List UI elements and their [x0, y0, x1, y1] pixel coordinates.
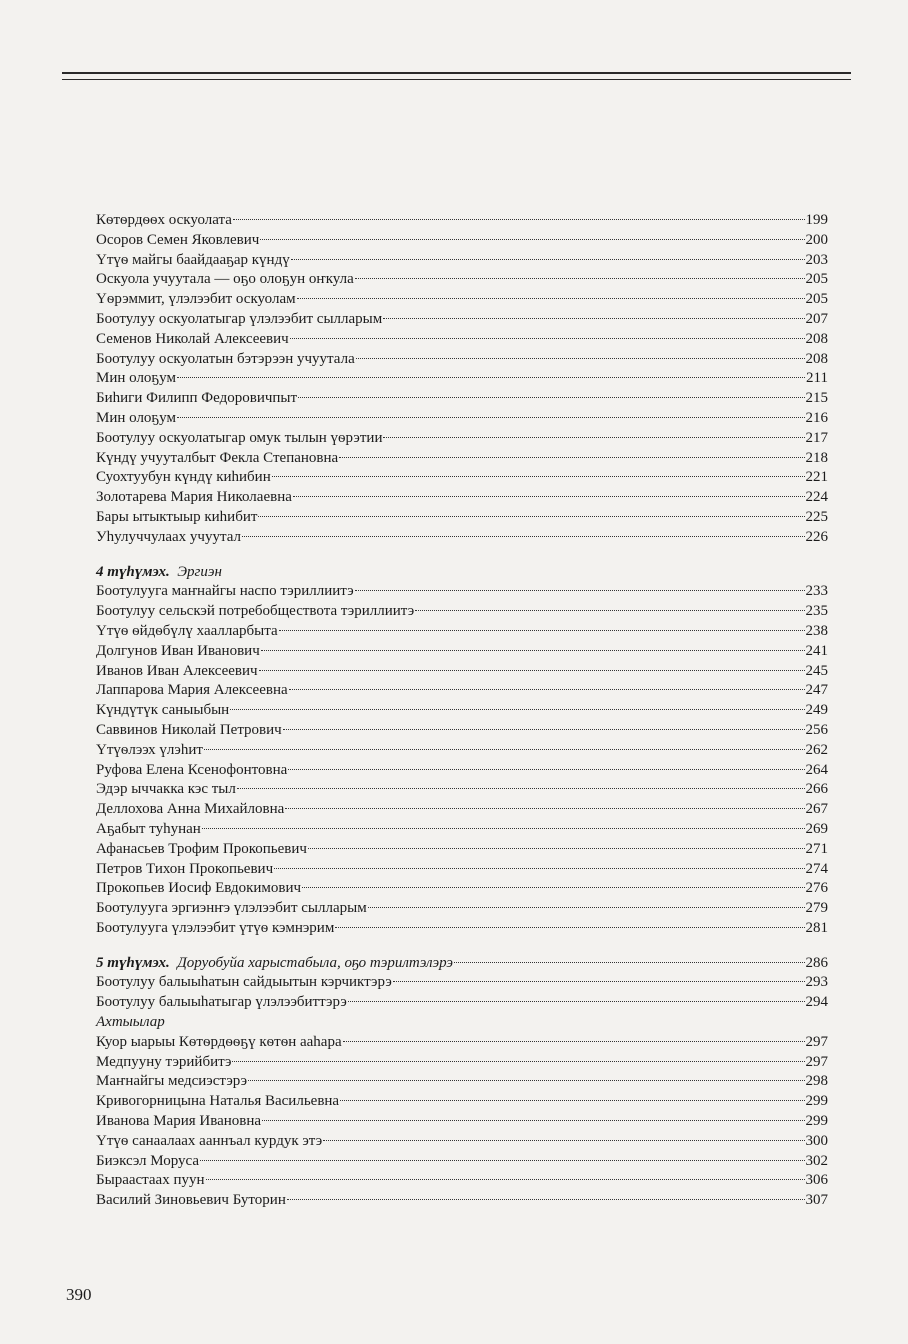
toc-entry-title: Боотулуу оскуолатыгар омук тылын үѳрэтии [96, 429, 383, 446]
toc-entry-page: 306 [805, 1172, 828, 1189]
toc-entry-page: 281 [805, 919, 828, 936]
toc-entry-page: 279 [805, 900, 828, 917]
toc-entry [96, 1152, 828, 1172]
toc-entry-title: Күндү учууталбыт Фекла Степановна [96, 449, 339, 466]
toc-entry [96, 993, 828, 1013]
section-5-page: 286 [805, 954, 828, 971]
toc-entry-page: 199 [805, 212, 828, 228]
dot-leader [206, 1178, 805, 1180]
dot-leader [340, 1099, 804, 1101]
toc-entry-page: 207 [805, 310, 828, 327]
toc-entry [96, 662, 828, 682]
dot-leader [262, 1119, 804, 1121]
dot-leader [261, 649, 805, 651]
toc-entry-title: Бары ытыктыыр киһибит [96, 508, 258, 525]
toc-entry-title: Боотулуу сельскэй потребобществота тэриллиитэ [96, 603, 415, 620]
toc-entry-page: 294 [805, 994, 828, 1011]
toc-entry-title: Саввинов Николай Петрович [96, 721, 282, 738]
section-3-list [96, 211, 828, 548]
toc-entry-page: 256 [805, 721, 828, 738]
dot-leader [335, 926, 804, 928]
toc-entry-page: 218 [805, 449, 828, 466]
dot-leader [356, 357, 805, 359]
dot-leader [298, 396, 804, 398]
toc-entry [96, 582, 828, 602]
toc-entry-title: Прокопьев Иосиф Евдокимович [96, 880, 302, 897]
dot-leader [348, 1000, 805, 1002]
section-4-title: Эргиэн [177, 563, 222, 580]
toc-entry-title: Петров Тихон Прокопьевич [96, 860, 274, 877]
toc-entry-title: Биһиги Филипп Федоровичпыт [96, 390, 298, 407]
toc-entry-page: 224 [805, 489, 828, 506]
toc-entry [96, 251, 828, 271]
dot-leader [383, 317, 804, 319]
toc-entry-title: Үтүѳлээх үлэһит [96, 741, 203, 758]
toc-entry-page: 299 [805, 1113, 828, 1130]
toc-entry-title: Иванова Мария Ивановна [96, 1113, 262, 1130]
toc-entry-title: Василий Зиновьевич Буторин [96, 1192, 286, 1209]
toc-entry [96, 330, 828, 350]
toc-entry-page: 200 [805, 231, 828, 248]
dot-leader [339, 456, 804, 458]
toc-entry [96, 1072, 828, 1092]
toc-entry-title: Лаппарова Мария Алексеевна [96, 682, 288, 699]
dot-leader [248, 1079, 804, 1081]
toc-entry [96, 701, 828, 721]
toc-entry [96, 350, 828, 370]
toc-entry [96, 449, 828, 469]
toc-entry-page: 205 [805, 271, 828, 288]
toc-entry [96, 780, 828, 800]
toc-entry-page: 217 [805, 429, 828, 446]
toc-entry [96, 681, 828, 701]
toc-entry-title: Суохтуубун күндү киһибин [96, 469, 271, 486]
dot-leader [383, 436, 804, 438]
toc-entry-page: 297 [805, 1033, 828, 1050]
toc-entry-page: 233 [805, 583, 828, 600]
toc-entry-page: 297 [805, 1053, 828, 1070]
toc-entry-page: 264 [805, 761, 828, 778]
dot-leader [355, 277, 805, 279]
dot-leader [323, 1139, 804, 1141]
dot-leader [454, 961, 804, 963]
toc-entry-title: Эдэр ыччакка кэс тыл [96, 781, 236, 798]
toc-entry [96, 290, 828, 310]
dot-leader [274, 867, 804, 869]
toc-entry-title: Үѳрэммит, үлэлээбит оскуолам [96, 291, 296, 308]
dot-leader [393, 980, 805, 982]
toc-entry-title: Кѳтѳрдѳѳх оскуолата [96, 212, 232, 228]
toc-entry [96, 899, 828, 919]
toc-entry-page: 208 [805, 350, 828, 367]
dot-leader [279, 629, 805, 631]
toc-entry-page: 203 [805, 251, 828, 268]
dot-leader [177, 416, 805, 418]
toc-entry [96, 800, 828, 820]
toc-entry-page: 245 [805, 662, 828, 679]
dot-leader [302, 886, 804, 888]
dot-leader [258, 515, 804, 517]
section-5-number: 5 түһүмэх. [96, 954, 170, 971]
toc-entry-title: Үтүѳ майгы баайдааҕар күндү [96, 251, 290, 268]
toc-entry-page: 211 [806, 370, 828, 387]
toc-entry-title: Медпууну тэрийбитэ [96, 1053, 232, 1070]
dot-leader [259, 669, 805, 671]
dot-leader [260, 238, 804, 240]
section-5-subheading: Ахтыылар [96, 1014, 165, 1031]
toc-entry-title: Боотулуу оскуолатыгар үлэлээбит сылларым [96, 310, 383, 327]
toc-entry [96, 211, 828, 231]
toc-entry [96, 369, 828, 389]
toc-entry-title: Боотулууга эргиэнҥэ үлэлээбит сылларым [96, 900, 367, 917]
dot-leader [285, 807, 804, 809]
toc-entry-page: 269 [805, 820, 828, 837]
section-5-sub-list [96, 1033, 828, 1211]
header-rule-thin [62, 79, 851, 80]
toc-entry [96, 508, 828, 528]
toc-entry-title: Биэксэл Моруса [96, 1152, 200, 1169]
toc-entry-page: 221 [805, 469, 828, 486]
toc-entry-title: Аҕабыт туһунан [96, 820, 201, 837]
toc-entry [96, 919, 828, 939]
section-4-list [96, 582, 828, 938]
dot-leader [204, 748, 805, 750]
toc-entry-page: 300 [805, 1132, 828, 1149]
section-4-heading [96, 563, 828, 583]
toc-entry [96, 1053, 828, 1073]
toc-entry-title: Семенов Николай Алексеевич [96, 330, 289, 347]
toc-entry-page: 298 [805, 1073, 828, 1090]
dot-leader [308, 847, 805, 849]
toc-entry-title: Боотулууга үлэлээбит үтүѳ кэмнэрим [96, 919, 335, 936]
toc-entry [96, 642, 828, 662]
dot-leader [232, 1060, 804, 1062]
toc-entry-page: 249 [805, 702, 828, 719]
toc-entry [96, 310, 828, 330]
toc-entry-title: Куор ыарыы Кѳтѳрдѳѳҕү кѳтѳн ааһара [96, 1033, 342, 1050]
toc-entry-page: 208 [805, 330, 828, 347]
toc-entry-title: Үтүѳ ѳйдѳбүлү хаалларбыта [96, 622, 278, 639]
toc-entry-page: 267 [805, 801, 828, 818]
toc-entry [96, 270, 828, 290]
dot-leader [288, 768, 804, 770]
toc-entry-page: 262 [805, 741, 828, 758]
toc-entry-title: Долгунов Иван Иванович [96, 642, 260, 659]
toc-entry-title: Күндүтүк саныыбын [96, 702, 230, 719]
dot-leader [283, 728, 805, 730]
toc-entry [96, 741, 828, 761]
toc-entry [96, 1112, 828, 1132]
section-4-number: 4 түһүмэх. [96, 563, 170, 580]
header-rule-thick [62, 72, 851, 74]
toc-entry [96, 231, 828, 251]
section-5-title: Доруобуйа харыстабыла, оҕо тэрилтэлэрэ [177, 954, 454, 971]
dot-leader [177, 376, 805, 378]
toc-entry-title: Кривогорницына Наталья Васильевна [96, 1093, 340, 1110]
dot-leader [242, 535, 805, 537]
dot-leader [290, 337, 805, 339]
toc-entry-page: 226 [805, 528, 828, 545]
toc-entry-page: 266 [805, 781, 828, 798]
toc-entry-page: 271 [805, 840, 828, 857]
toc-entry-page: 307 [805, 1192, 828, 1209]
page-number: 390 [66, 1285, 92, 1304]
toc-entry [96, 1191, 828, 1211]
toc-entry [96, 721, 828, 741]
toc-entry-title: Афанасьев Трофим Прокопьевич [96, 840, 307, 857]
section-5-list [96, 973, 828, 1013]
toc-entry-title: Боотулуу балыыһатыгар үлэлээбиттэрэ [96, 994, 347, 1011]
toc-entry [96, 879, 828, 899]
toc-entry [96, 389, 828, 409]
dot-leader [293, 495, 805, 497]
toc-entry-title: Оскуола учуутала — оҕо олоҕун оҥкула [96, 271, 354, 288]
toc-entry-title: Золотарева Мария Николаевна [96, 489, 292, 506]
toc-entry-page: 205 [805, 291, 828, 308]
dot-leader [415, 609, 804, 611]
toc-entry [96, 1171, 828, 1191]
dot-leader [289, 688, 805, 690]
toc-entry-title: Боотулуу балыыһатын сайдыытын кэрчиктэрэ [96, 974, 392, 991]
toc-entry-page: 276 [805, 880, 828, 897]
toc-entry [96, 1033, 828, 1053]
dot-leader [233, 218, 805, 220]
toc-entry-title: Мин олоҕум [96, 409, 176, 426]
toc-entry-page: 235 [805, 603, 828, 620]
toc-entry-title: Үтүѳ санаалаах ааннъал курдук этэ [96, 1132, 323, 1149]
toc-entry [96, 860, 828, 880]
toc-entry-title: Руфова Елена Ксенофонтовна [96, 761, 288, 778]
dot-leader [237, 787, 805, 789]
toc-entry-title: Боотулуу оскуолатын бэтэрээн учуутала [96, 350, 355, 367]
dot-leader [297, 297, 805, 299]
section-spacer [96, 939, 828, 954]
toc-entry-title: Иванов Иван Алексеевич [96, 662, 258, 679]
toc-entry-title: Быраастаах пуун [96, 1172, 205, 1189]
toc-entry [96, 840, 828, 860]
dot-leader [230, 708, 804, 710]
dot-leader [202, 827, 805, 829]
toc-entry-page: 216 [805, 409, 828, 426]
toc-entry-page: 225 [805, 508, 828, 525]
toc-entry-page: 274 [805, 860, 828, 877]
toc-entry-title: Уһулуччулаах учуутал [96, 528, 241, 545]
toc-entry [96, 761, 828, 781]
toc-entry-page: 299 [805, 1093, 828, 1110]
toc-entry-page: 215 [805, 390, 828, 407]
dot-leader [287, 1198, 805, 1200]
toc-entry [96, 973, 828, 993]
toc-entry-page: 302 [805, 1152, 828, 1169]
toc-entry-page: 238 [805, 622, 828, 639]
section-5-heading [96, 954, 828, 974]
dot-leader [291, 258, 805, 260]
toc-entry [96, 429, 828, 449]
dot-leader [272, 475, 805, 477]
toc-entry [96, 1092, 828, 1112]
toc-entry-title: Деллохова Анна Михайловна [96, 801, 285, 818]
toc-entry [96, 820, 828, 840]
toc-entry-page: 247 [805, 682, 828, 699]
toc-entry [96, 622, 828, 642]
dot-leader [368, 906, 805, 908]
toc-entry-title: Маҥнайгы медсиэстэрэ [96, 1073, 248, 1090]
section-spacer [96, 548, 828, 563]
toc-entry-page: 241 [805, 642, 828, 659]
dot-leader [355, 589, 805, 591]
dot-leader [343, 1040, 805, 1042]
table-of-contents [96, 211, 828, 1211]
toc-entry [96, 602, 828, 622]
toc-entry [96, 409, 828, 429]
toc-entry [96, 468, 828, 488]
toc-entry [96, 488, 828, 508]
toc-entry [96, 528, 828, 548]
dot-leader [200, 1159, 804, 1161]
toc-entry-title: Мин олоҕум [96, 370, 176, 387]
toc-entry-page: 293 [805, 974, 828, 991]
toc-entry-title: Боотулууга маҥнайгы наспо тэриллиитэ [96, 583, 354, 600]
toc-entry [96, 1132, 828, 1152]
toc-entry-title: Осоров Семен Яковлевич [96, 231, 260, 248]
